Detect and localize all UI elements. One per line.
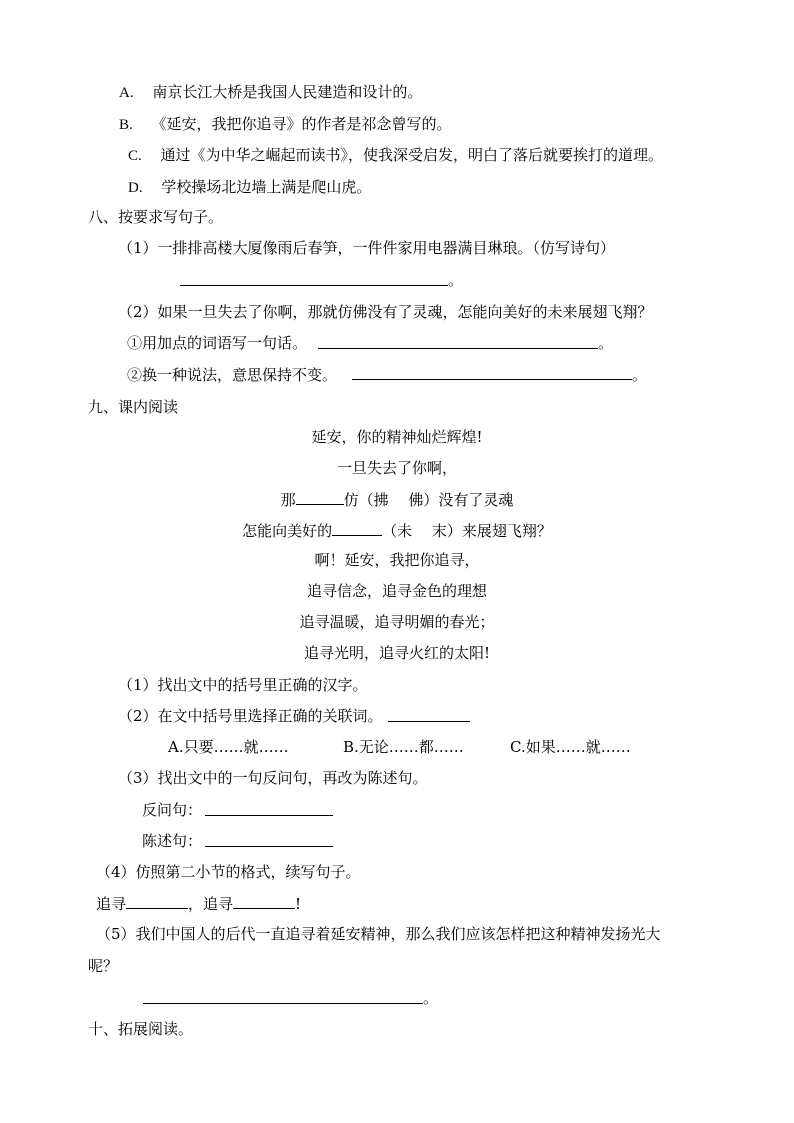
- option-d: [128, 177, 371, 198]
- section-9-q2-option-c: C.如果……就……: [510, 738, 631, 756]
- poem-line-4: [0, 520, 794, 541]
- section-9-q5-line-1: （5）我们中国人的后代一直追寻着延安精神，那么我们应该怎样把这种精神发扬光大: [96, 925, 661, 943]
- option-d-mark: D.: [128, 180, 143, 196]
- section-9-q4-end: !: [295, 895, 302, 913]
- section-9-q5-line-2: 呢？: [88, 957, 119, 975]
- option-c: [128, 145, 663, 166]
- poem-blank-2[interactable]: [332, 520, 382, 536]
- poem-line-4-end: （未 末）来展翅飞翔？: [382, 522, 552, 540]
- option-b-text: 《延安，我把你追寻》的作者是祁念曾写的。: [151, 115, 452, 133]
- section-9-q3: （3）找出文中的一句反问句，再改为陈述句。: [118, 769, 428, 787]
- poem-line-6: 追寻信念，追寻金色的理想: [306, 582, 487, 600]
- option-d-text: 学校操场北边墙上满是爬山虎。: [161, 178, 372, 196]
- section-9-q4: （4）仿照第二小节的格式，续写句子。: [96, 863, 361, 881]
- option-b-mark: B.: [119, 117, 133, 133]
- section-8-q1-answer-line[interactable]: [180, 285, 448, 286]
- option-a: [119, 82, 422, 103]
- section-8-q1-period: 。: [448, 271, 464, 289]
- section-9-q4-answer: [96, 893, 301, 914]
- section-9-q5-answer-line[interactable]: [143, 1003, 423, 1004]
- section-9-q2-answer-line[interactable]: [388, 721, 470, 722]
- section-9-q5-period: 。: [423, 989, 439, 1007]
- section-9-q2: （2）在文中括号里选择正确的关联词。: [118, 707, 383, 725]
- section-8-heading: 八、按要求写句子。: [88, 208, 224, 226]
- section-10-heading: 十、拓展阅读。: [88, 1020, 194, 1038]
- poem-line-2: 一旦失去了你啊，: [336, 459, 457, 477]
- section-9-q3-rhetorical-label: 反问句：: [142, 801, 203, 819]
- section-9-q3-rhetorical-line[interactable]: [205, 815, 333, 816]
- section-9-q4-middle: ，追寻: [188, 895, 234, 913]
- section-9-q3-declarative-line[interactable]: [205, 846, 333, 847]
- section-9-q4-blank-1[interactable]: [126, 893, 188, 909]
- poem-line-3-end: 仿（拂 佛）没有了灵魂: [343, 491, 514, 509]
- section-8-q2-a: ①用加点的词语写一句话。: [127, 334, 308, 352]
- poem-line-3-start: 那: [280, 491, 296, 509]
- section-9-q4-blank-2[interactable]: [233, 893, 295, 909]
- section-8-q2-a-answer-line[interactable]: [318, 348, 598, 349]
- poem-blank-1[interactable]: [296, 489, 344, 505]
- section-9-q2-option-a: A.只要……就……: [168, 738, 289, 756]
- option-c-mark: C.: [128, 148, 142, 164]
- section-9-q3-declarative-label: 陈述句：: [142, 832, 203, 850]
- option-c-text: 通过《为中华之崛起而读书》，使我深受启发，明白了落后就要挨打的道理。: [160, 146, 664, 164]
- poem-line-3: [0, 489, 794, 510]
- poem-line-4-start: 怎能向美好的: [242, 522, 333, 540]
- section-8-q1: （1）一排排高楼大厦像雨后春笋，一件件家用电器满目琳琅。（仿写诗句）: [118, 239, 616, 257]
- section-9-q2-option-b: B.无论……都……: [343, 738, 464, 756]
- option-a-mark: A.: [119, 85, 134, 101]
- section-8-q2: [118, 302, 653, 322]
- section-9-q4-start: 追寻: [96, 895, 127, 913]
- section-9-heading: 九、课内阅读: [88, 398, 179, 416]
- section-8-q2-a-period: 。: [598, 334, 614, 352]
- section-8-q2-b: ②换一种说法，意思保持不变。: [127, 366, 338, 384]
- option-b: [119, 114, 452, 135]
- section-8-q2-text: （2）如果一旦失去了你啊，那就仿佛没有了灵魂，怎能向美好的未来展翅飞翔？: [118, 303, 653, 321]
- poem-line-1: 延安，你的精神灿烂辉煌!: [311, 428, 483, 446]
- poem-line-5: 啊！延安，我把你追寻，: [314, 551, 480, 569]
- section-8-q2-b-period: 。: [632, 366, 648, 384]
- poem-line-7: 追寻温暖，追寻明媚的春光；: [299, 613, 495, 631]
- option-a-text: 南京长江大桥是我国人民建造和设计的。: [152, 83, 423, 101]
- section-8-q2-b-answer-line[interactable]: [352, 379, 632, 380]
- poem-line-8: 追寻光明，追寻火红的太阳!: [303, 644, 491, 662]
- section-9-q1: （1）找出文中的括号里正确的汉字。: [118, 676, 368, 694]
